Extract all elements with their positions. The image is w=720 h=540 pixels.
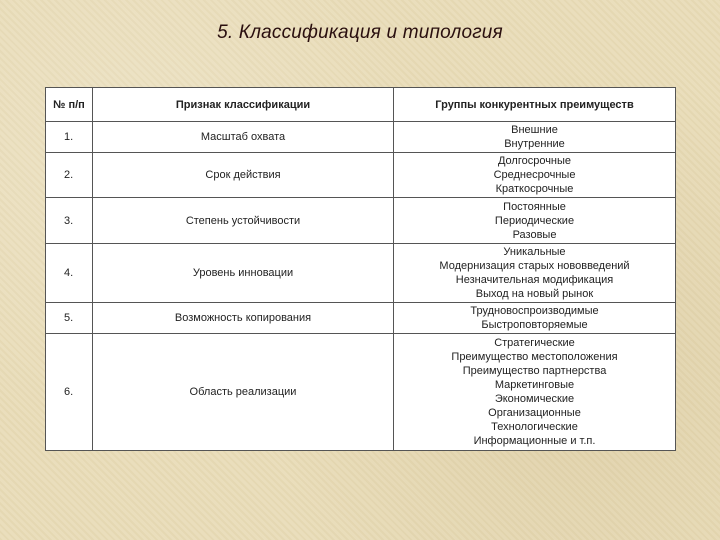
group-item: Постоянные — [503, 200, 566, 213]
group-item: Информационные и т.п. — [473, 435, 596, 448]
header-groups: Группы конкурентных преимуществ — [394, 88, 676, 122]
table-row — [46, 303, 676, 334]
row-number: 4. — [46, 243, 93, 302]
table-row — [46, 334, 676, 451]
row-criterion: Возможность копирования — [93, 303, 394, 334]
group-item: Организационные — [488, 407, 581, 420]
group-item: Уникальные — [503, 245, 566, 258]
group-item: Модернизация старых нововведений — [439, 259, 630, 272]
group-item: Долгосрочные — [497, 155, 572, 168]
row-criterion: Срок действия — [93, 153, 394, 198]
row-number: 3. — [46, 198, 93, 243]
group-item: Среднесрочные — [493, 169, 576, 182]
classification-table — [45, 87, 675, 451]
row-groups — [394, 122, 676, 153]
group-item: Периодические — [494, 214, 575, 227]
group-item: Краткосрочные — [495, 183, 574, 196]
row-groups — [394, 334, 676, 451]
table-row — [46, 153, 676, 198]
row-criterion: Степень устойчивости — [93, 198, 394, 243]
row-groups — [394, 198, 676, 243]
row-number: 2. — [46, 153, 93, 198]
group-item: Экономические — [494, 393, 575, 406]
row-criterion: Уровень инновации — [93, 243, 394, 302]
row-criterion: Область реализации — [93, 334, 394, 451]
group-item: Маркетинговые — [494, 379, 575, 392]
slide-title: 5. Классификация и типология — [217, 22, 503, 43]
row-number: 6. — [46, 334, 93, 451]
row-groups — [394, 243, 676, 302]
table-row — [46, 243, 676, 302]
row-number: 5. — [46, 303, 93, 334]
group-item: Разовые — [512, 228, 557, 241]
table-header-row — [46, 88, 676, 122]
row-number: 1. — [46, 122, 93, 153]
group-item: Быстроповторяемые — [481, 319, 588, 332]
group-item: Стратегические — [494, 337, 575, 350]
classification-grid — [45, 87, 676, 451]
table-row — [46, 198, 676, 243]
row-groups — [394, 303, 676, 334]
group-item: Внутренние — [504, 138, 565, 151]
table-row — [46, 122, 676, 153]
group-item: Преимущество местоположения — [451, 351, 618, 364]
group-item: Трудновоспроизводимые — [470, 305, 599, 318]
group-item: Незначительная модификация — [455, 273, 614, 286]
group-item: Преимущество партнерства — [462, 365, 607, 378]
group-item: Внешние — [511, 124, 558, 137]
group-item: Выход на новый рынок — [475, 287, 594, 300]
header-criterion: Признак классификации — [93, 88, 394, 122]
group-item: Технологические — [491, 421, 578, 434]
row-criterion: Масштаб охвата — [93, 122, 394, 153]
header-number: № п/п — [46, 88, 93, 122]
row-groups — [394, 153, 676, 198]
